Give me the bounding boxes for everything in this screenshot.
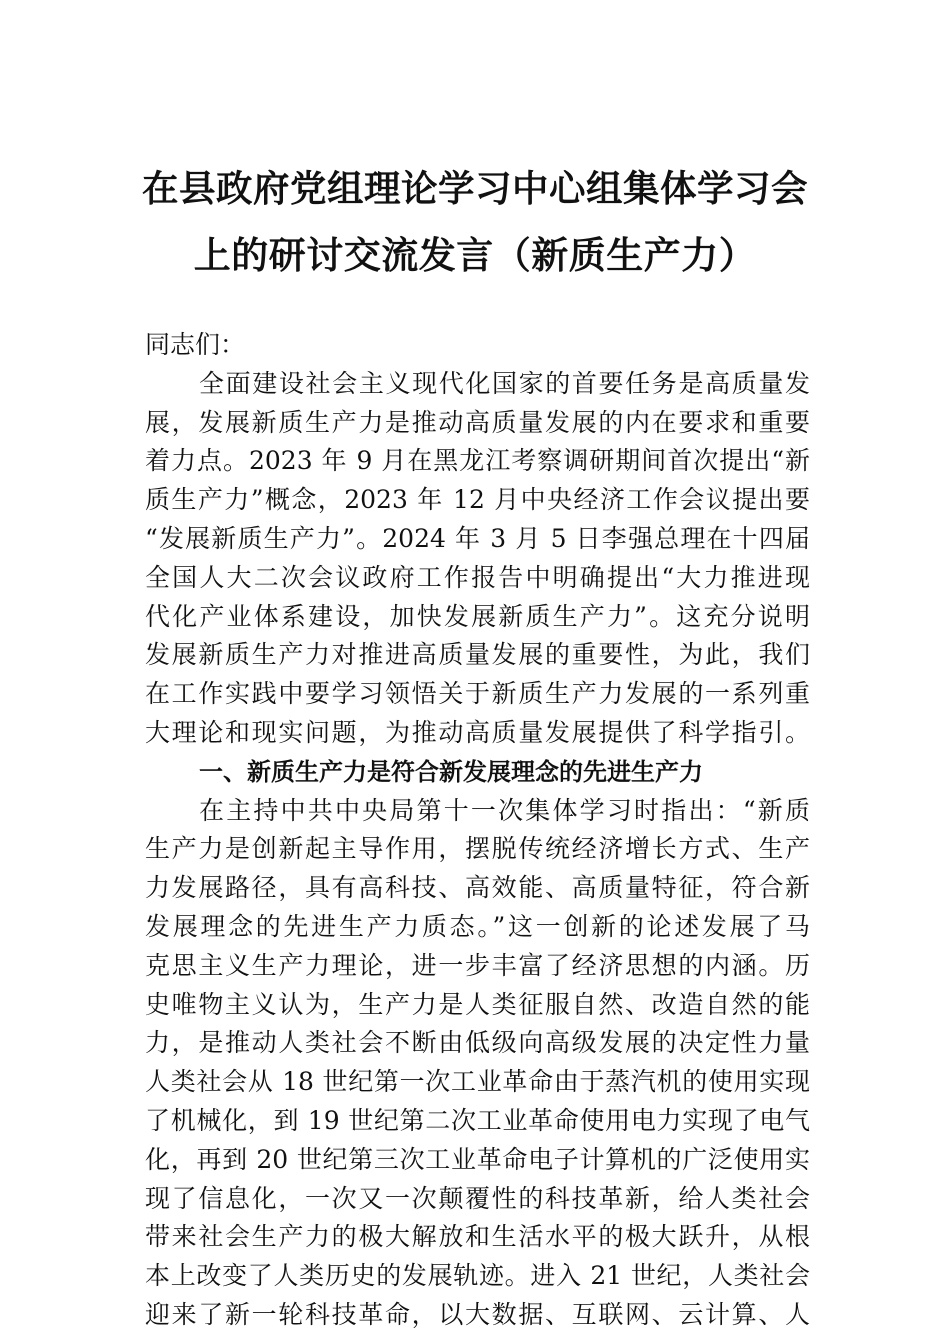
- paragraph-line: 全面建设社会主义现代化国家的首要任务是高质量发: [199, 368, 810, 398]
- document-title-line-2: 上的研讨交流发言（新质生产力）: [193, 234, 757, 277]
- paragraph-line: 化，再到 20 世纪第三次工业革命电子计算机的广泛使用实: [145, 1144, 810, 1174]
- document-body: [145, 326, 810, 1335]
- paragraph-line: 在工作实践中要学习领悟关于新质生产力发展的一系列重: [145, 679, 810, 709]
- paragraph-line: 发展新质生产力对推进高质量发展的重要性，为此，我们: [145, 640, 810, 670]
- paragraph-line: 现了信息化，一次又一次颠覆性的科技革新，给人类社会: [145, 1183, 810, 1213]
- paragraph-line: 在主持中共中央局第十一次集体学习时指出：“新质: [199, 795, 810, 825]
- paragraph-line: “发展新质生产力”。2024 年 3 月 5 日李强总理在十四届: [145, 523, 810, 553]
- paragraph-line: 克思主义生产力理论，进一步丰富了经济思想的内涵。历: [145, 950, 810, 980]
- paragraph-line: 发展理念的先进生产力质态。”这一创新的论述发展了马: [145, 911, 810, 941]
- paragraph-line: 大理论和现实问题，为推动高质量发展提供了科学指引。: [145, 717, 810, 747]
- paragraph-line: 力，是推动人类社会不断由低级向高级发展的决定性力量: [145, 1028, 810, 1058]
- paragraph-line: 本上改变了人类历史的发展轨迹。进入 21 世纪，人类社会: [145, 1261, 810, 1291]
- paragraph-line: 迎来了新一轮科技革命，以大数据、互联网、云计算、人: [145, 1299, 810, 1329]
- paragraph-line: 代化产业体系建设，加快发展新质生产力”。这充分说明: [145, 601, 810, 631]
- paragraph-intro: [145, 365, 810, 753]
- paragraph-line: 力发展路径，具有高科技、高效能、高质量特征，符合新: [145, 873, 810, 903]
- paragraph-line: 史唯物主义认为，生产力是人类征服自然、改造自然的能: [145, 989, 810, 1019]
- paragraph-line: 全国人大二次会议政府工作报告中明确提出“大力推进现: [145, 562, 810, 592]
- salutation: 同志们：: [145, 330, 246, 359]
- paragraph-line: 带来社会生产力的极大解放和生活水平的极大跃升，从根: [145, 1222, 810, 1252]
- paragraph-line: 着力点。2023 年 9 月在黑龙江考察调研期间首次提出“新: [145, 446, 810, 476]
- section-heading-1: 一、新质生产力是符合新发展理念的先进生产力: [199, 757, 703, 786]
- paragraph-line: 生产力是创新起主导作用，摆脱传统经济增长方式、生产: [145, 834, 810, 864]
- paragraph-section-1: [145, 792, 810, 1335]
- paragraph-line: 了机械化，到 19 世纪第二次工业革命使用电力实现了电气: [145, 1105, 810, 1135]
- paragraph-line: 人类社会从 18 世纪第一次工业革命由于蒸汽机的使用实现: [145, 1067, 810, 1097]
- document-title-line-1: 在县政府党组理论学习中心组集体学习会: [142, 167, 808, 210]
- paragraph-line: 展，发展新质生产力是推动高质量发展的内在要求和重要: [145, 407, 810, 437]
- paragraph-line: 质生产力”概念，2023 年 12 月中央经济工作会议提出要: [145, 485, 810, 515]
